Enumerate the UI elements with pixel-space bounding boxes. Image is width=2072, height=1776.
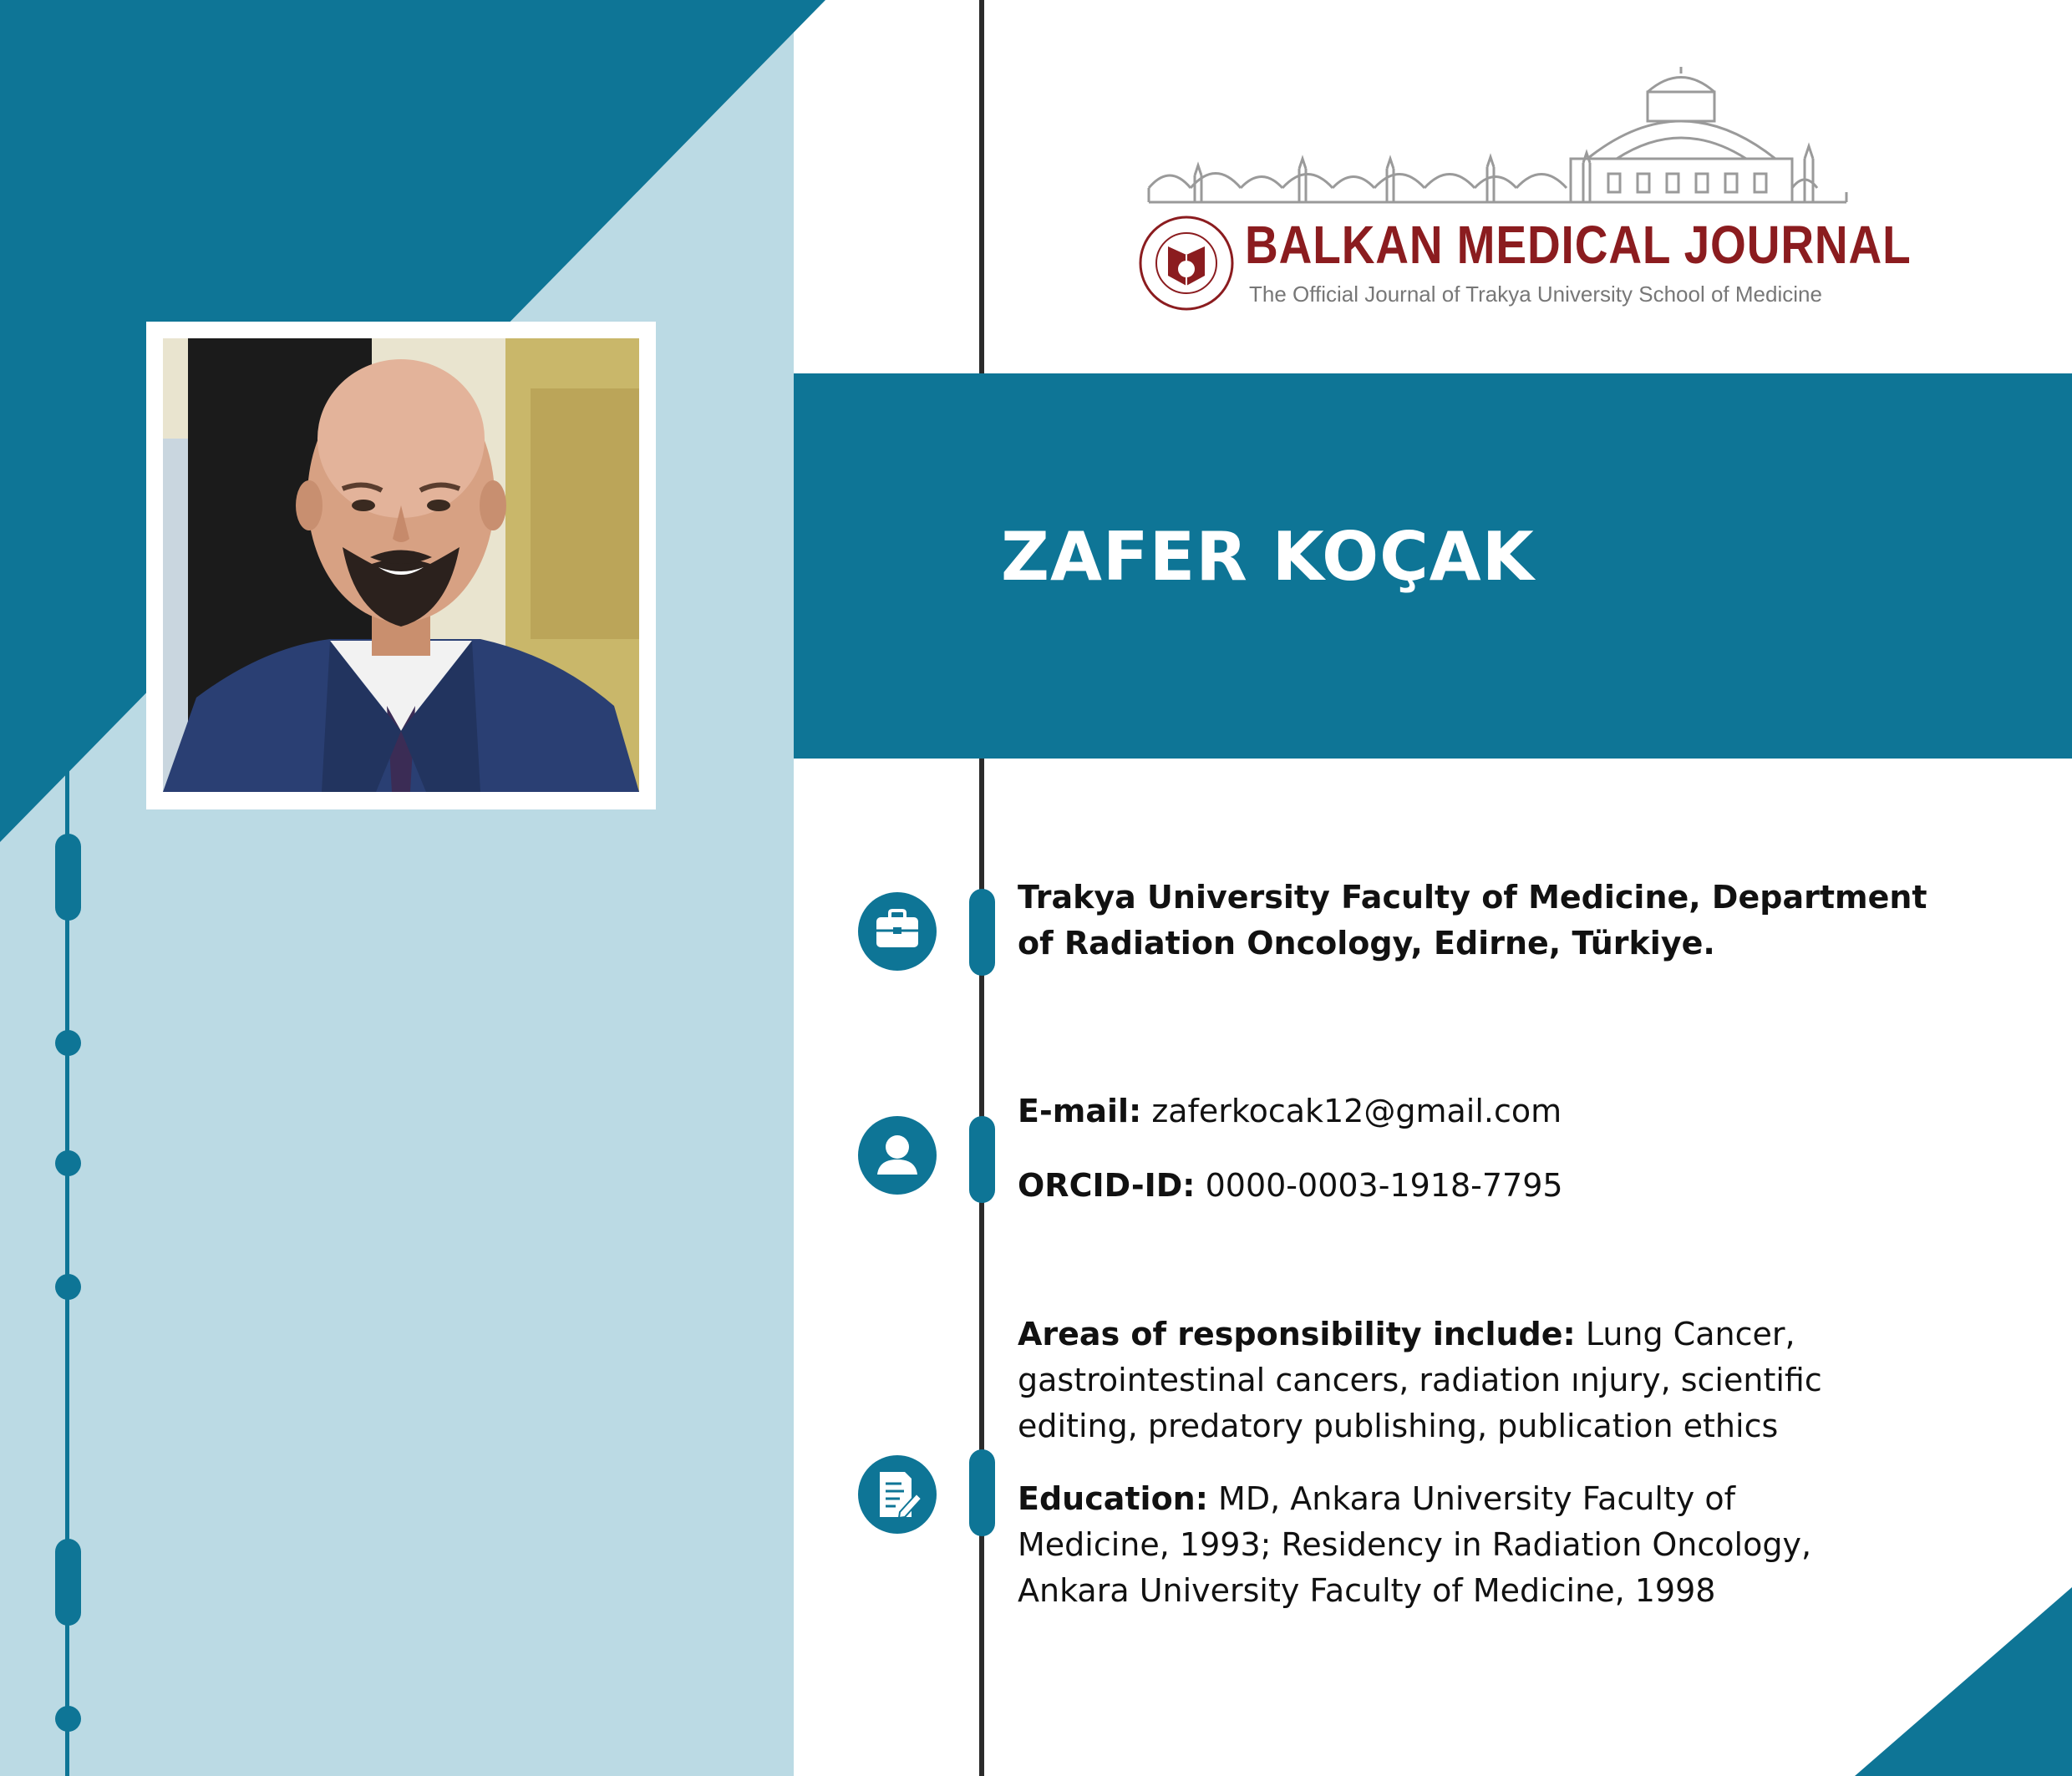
education-text — [1018, 1476, 1811, 1614]
portrait-photo — [163, 338, 639, 792]
briefcase-icon — [858, 892, 937, 971]
left-timeline-dot — [55, 1274, 81, 1300]
journal-logo-illustration — [1136, 67, 1855, 317]
timeline-marker — [969, 889, 995, 976]
orcid-row — [1018, 1163, 1563, 1209]
affiliation-line: of Radiation Oncology, Edirne, Türkiye. — [1018, 925, 1715, 962]
responsibilities-line: Lung Cancer, — [1585, 1316, 1795, 1352]
affiliation-text — [1018, 875, 1927, 967]
education-line: Ankara University Faculty of Medicine, 1998 — [1018, 1572, 1716, 1609]
responsibilities-text — [1018, 1312, 1822, 1449]
orcid-label: ORCID-ID: — [1018, 1167, 1196, 1204]
email-label: E-mail: — [1018, 1093, 1142, 1129]
affiliation-line: Trakya University Faculty of Medicine, Department — [1018, 879, 1927, 916]
left-timeline-dot — [55, 1030, 81, 1056]
education-label: Education: — [1018, 1480, 1208, 1517]
left-timeline-pill — [55, 1539, 81, 1626]
left-timeline-dot — [55, 1150, 81, 1176]
left-timeline-dot — [55, 1706, 81, 1732]
user-icon — [858, 1116, 937, 1195]
timeline-marker — [969, 1116, 995, 1203]
email-value: zaferkocak12@gmail.com — [1151, 1093, 1562, 1129]
left-timeline-pill — [55, 834, 81, 921]
responsibilities-line: gastrointestinal cancers, radiation ınjury, scientific — [1018, 1362, 1822, 1398]
responsibilities-label: Areas of responsibility include: — [1018, 1316, 1576, 1352]
responsibilities-line: editing, predatory publishing, publication ethics — [1018, 1408, 1779, 1444]
education-line: MD, Ankara University Faculty of — [1218, 1480, 1735, 1517]
orcid-value: 0000-0003-1918-7795 — [1205, 1167, 1563, 1204]
journal-title: BALKAN MEDICAL JOURNAL — [1245, 215, 1912, 275]
document-edit-icon — [858, 1455, 937, 1534]
journal-subtitle: The Official Journal of Trakya University School of Medicine — [1249, 282, 1822, 307]
person-name: ZAFER KOÇAK — [1001, 518, 1535, 596]
timeline-marker — [969, 1449, 995, 1536]
bottom-right-accent-triangle — [1855, 1587, 2072, 1776]
email-row — [1018, 1088, 1562, 1134]
education-line: Medicine, 1993; Residency in Radiation Oncology, — [1018, 1526, 1812, 1563]
